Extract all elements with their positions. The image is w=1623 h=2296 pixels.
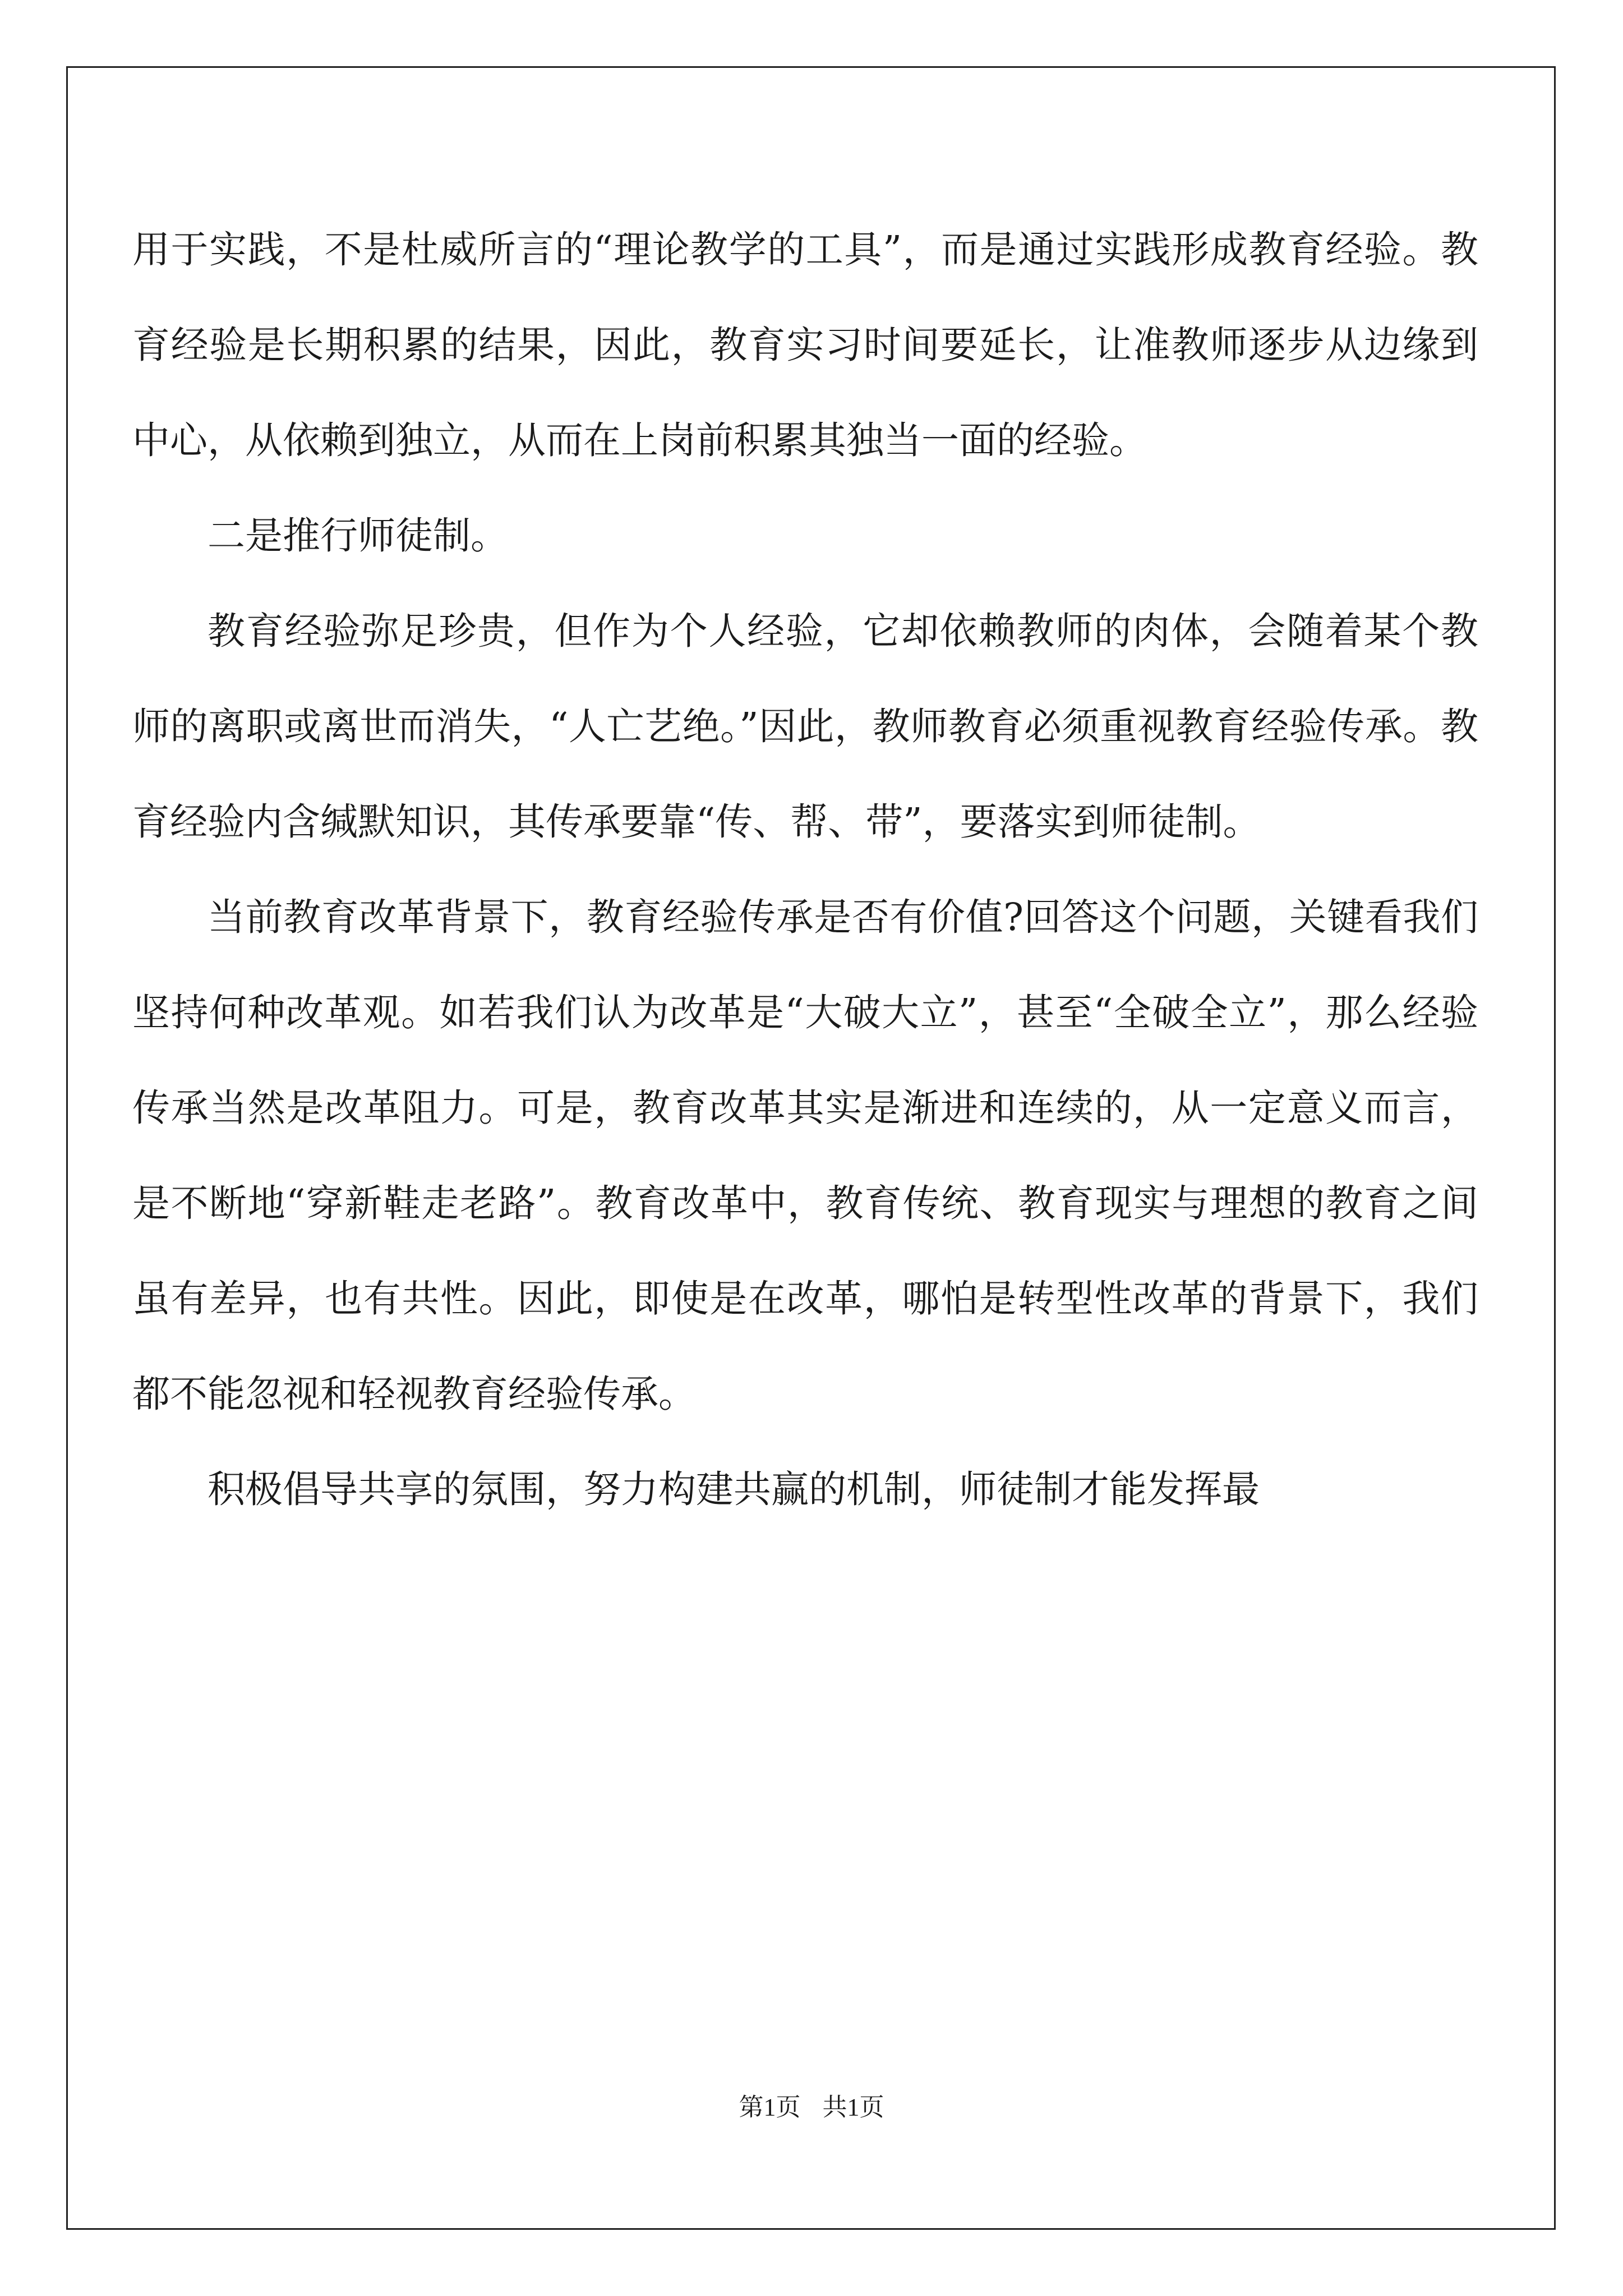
paragraph-4: 当前教育改革背景下，教育经验传承是否有价值?回答这个问题，关键看我们坚持何种改革观。如若我们认为改革是“大破大立”，甚至“全破全立”，那么经验传承当然是改革阻力。可是，教育改革其实是渐进和连续的，从一定意义而言，是不断地“穿新鞋走老路”。教育改革中，教育传统、教育现实与理想的教育之间虽有差异，也有共性。因此，即使是在改革，哪怕是转型性改革的背景下，我们都不能忽视和轻视教育经验传承。: [132, 895, 1478, 1416]
paragraph-5: 积极倡导共享的氛围，努力构建共赢的机制，师徒制才能发挥最: [208, 1467, 1260, 1511]
page-footer: [0, 2087, 1623, 2123]
paragraph-2: 二是推行师徒制。: [208, 514, 508, 558]
paragraph-1: 用于实践，不是杜威所言的“理论教学的工具”，而是通过实践形成教育经验。教育经验是长期积累的结果，因此，教育实习时间要延长，让准教师逐步从边缘到中心，从依赖到独立，从而在上岗前积累其独当一面的经验。: [132, 228, 1478, 462]
page-total: 共1页: [822, 2093, 884, 2121]
document-body: [132, 202, 1478, 1537]
page-number: 第1页: [739, 2093, 801, 2121]
paragraph-3: 教育经验弥足珍贵，但作为个人经验，它却依赖教师的肉体，会随着某个教师的离职或离世而消失，“人亡艺绝。”因此，教师教育必须重视教育经验传承。教育经验内含缄默知识，其传承要靠“传、帮、带”，要落实到师徒制。: [132, 609, 1478, 844]
